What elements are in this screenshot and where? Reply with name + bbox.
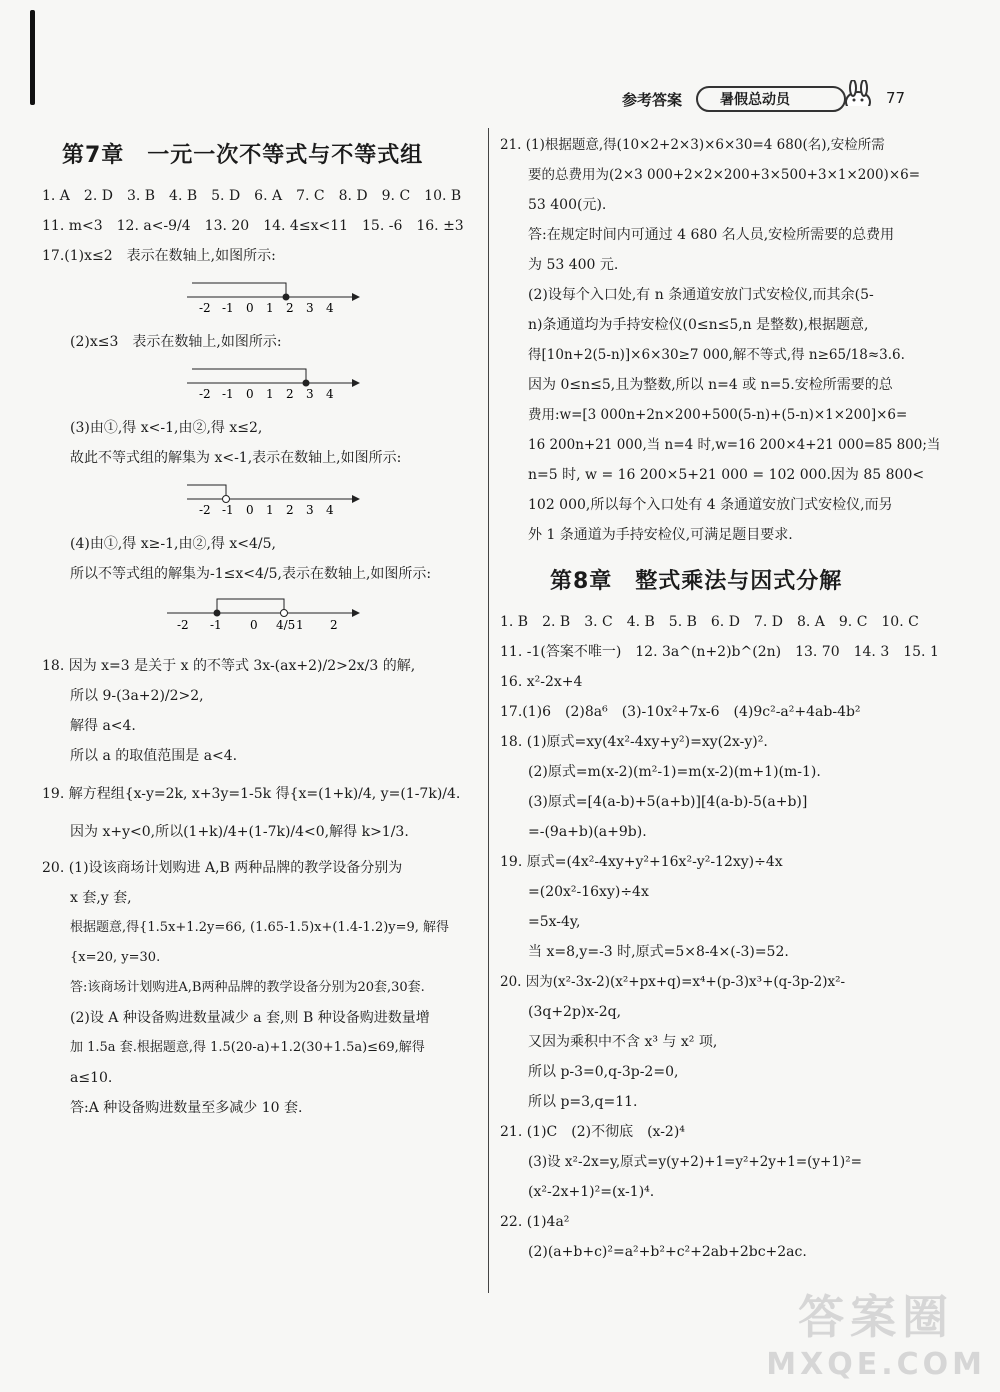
tick-label: 4 bbox=[326, 387, 334, 401]
answer-line: 21. (1)C (2)不彻底 (x-2)⁴ bbox=[500, 1124, 685, 1140]
answer-line: (2)(a+b+c)²=a²+b²+c²+2ab+2bc+2ac. bbox=[528, 1244, 807, 1260]
answer-line: =(20x²-16xy)÷4x bbox=[528, 884, 649, 900]
site-watermark bbox=[766, 1281, 986, 1382]
answer-line: 为 53 400 元. bbox=[528, 257, 619, 273]
answer-line: 所以 a 的取值范围是 a<4. bbox=[70, 748, 238, 764]
chapter-8-title: 第8章 整式乘法与因式分解 bbox=[550, 569, 843, 594]
answer-line: 答:A 种设备购进数量至多减少 10 套. bbox=[70, 1100, 303, 1116]
answer-line: 答:在规定时间内可通过 4 680 名人员,安检所需要的总费用 bbox=[528, 227, 895, 243]
tick-label: 0 bbox=[246, 503, 254, 517]
watermark-sub: MXQE.COM bbox=[766, 1347, 986, 1382]
answer-line: a≤10. bbox=[70, 1070, 113, 1086]
answer-line: (2)x≤3 表示在数轴上,如图所示: bbox=[70, 334, 282, 350]
answer-line: 17.(1)6 (2)8a⁶ (3)-10x²+7x-6 (4)9c²-a²+4ab-4b² bbox=[500, 704, 861, 720]
tick-label: 0 bbox=[246, 387, 254, 401]
reference-label: 参考答案 bbox=[622, 90, 683, 109]
answer-line: 16 200n+21 000,当 n=4 时,w=16 200×4+21 000=85 800;当 bbox=[528, 437, 941, 453]
answer-line: 根据题意,得{1.5x+1.2y=66, (1.65-1.5)x+(1.4-1.2)y=9, 解得{x=20, y=30. bbox=[70, 920, 450, 965]
answer-line: 要的总费用为(2×3 000+2×2×200+3×500+3×1×200)×6= bbox=[528, 167, 921, 183]
answer-line: 19. 原式=(4x²-4xy+y²+16x²-y²-12xy)÷4x bbox=[500, 854, 783, 870]
answer-line: 当 x=8,y=-3 时,原式=5×8-4×(-3)=52. bbox=[528, 944, 789, 960]
answer-line: 1. B 2. B 3. C 4. B 5. B 6. D 7. D 8. A 9. C 10. C bbox=[500, 614, 919, 630]
answer-line: 因为 0≤n≤5,且为整数,所以 n=4 或 n=5.安检所需要的总 bbox=[528, 377, 893, 393]
page-number: 77 bbox=[886, 89, 906, 107]
tick-label: 0 bbox=[250, 618, 258, 632]
answer-line: 17.(1)x≤2 表示在数轴上,如图所示: bbox=[42, 248, 276, 264]
tick-label: 0 bbox=[246, 301, 254, 315]
answer-line: 18. 因为 x=3 是关于 x 的不等式 3x-(ax+2)/2>2x/3 的解, bbox=[42, 658, 416, 674]
tick-label: 2 bbox=[286, 387, 294, 401]
answer-line: 解得 a<4. bbox=[70, 718, 136, 734]
number-line-1 bbox=[182, 275, 478, 319]
answer-line: (2)原式=m(x-2)(m²-1)=m(x-2)(m+1)(m-1). bbox=[528, 764, 821, 780]
answer-line: 所以 p-3=0,q-3p-2=0, bbox=[528, 1064, 679, 1080]
mascot-icon bbox=[838, 80, 878, 106]
column-divider bbox=[488, 128, 489, 1293]
number-line-2 bbox=[182, 361, 478, 405]
answer-line: 得[10n+2(5-n)]×6×30≥7 000,解不等式,得 n≥65/18≈3.6. bbox=[528, 347, 905, 363]
answer-line: 所以 p=3,q=11. bbox=[528, 1094, 638, 1110]
chapter-7-title: 第7章 一元一次不等式与不等式组 bbox=[62, 143, 424, 168]
tick-label: -1 bbox=[222, 301, 234, 315]
watermark-main: 答案圈 bbox=[798, 1290, 955, 1344]
answer-line: 16. x²-2x+4 bbox=[500, 674, 583, 690]
right-column bbox=[500, 130, 941, 1267]
tick-label: -1 bbox=[222, 503, 234, 517]
tick-labels bbox=[199, 301, 334, 315]
answer-line: 19. 解方程组{x-y=2k, x+3y=1-5k 得{x=(1+k)/4, y=(1-7k)/4. bbox=[42, 786, 461, 802]
answer-line: 所以 9-(3a+2)/2>2, bbox=[70, 688, 204, 704]
answer-line: 20. (1)设该商场计划购进 A,B 两种品牌的教学设备分别为 bbox=[42, 860, 403, 876]
tick-label: 4 bbox=[326, 301, 334, 315]
tick-label: 2 bbox=[286, 301, 294, 315]
tick-label: 4/5 bbox=[276, 618, 296, 632]
brand-label: 暑假总动员 bbox=[696, 86, 846, 112]
answer-line: 11. m<3 12. a<-9/4 13. 20 14. 4≤x<11 15. -6 16. ±3 bbox=[42, 218, 464, 234]
tick-label: -2 bbox=[199, 301, 211, 315]
answer-line: 答:该商场计划购进A,B两种品牌的教学设备分别为20套,30套. bbox=[70, 980, 425, 995]
answer-line: 因为 x+y<0,所以(1+k)/4+(1-7k)/4<0,解得 k>1/3. bbox=[70, 824, 409, 840]
answer-line: (4)由①,得 x≥-1,由②,得 x<4/5, bbox=[70, 536, 276, 552]
tick-label: 2 bbox=[286, 503, 294, 517]
answer-line: 11. -1(答案不唯一) 12. 3a^(n+2)b^(2n) 13. 70 14. 3 15. 1 bbox=[500, 644, 939, 660]
answer-line: 加 1.5a 套.根据题意,得 1.5(20-a)+1.2(30+1.5a)≤69,解得 bbox=[70, 1040, 425, 1055]
answer-line: 费用:w=[3 000n+2n×200+500(5-n)+(5-n)×1×200]×6= bbox=[528, 407, 908, 423]
tick-label: 1 bbox=[266, 503, 274, 517]
page-spine bbox=[30, 10, 35, 105]
answer-line: =5x-4y, bbox=[528, 914, 581, 930]
tick-label: -1 bbox=[210, 618, 222, 632]
answer-line: 53 400(元). bbox=[528, 197, 607, 213]
tick-label: 3 bbox=[306, 387, 314, 401]
answer-line: n)条通道均为手持安检仪(0≤n≤5,n 是整数),根据题意, bbox=[528, 317, 869, 333]
answer-line: (3)原式=[4(a-b)+5(a+b)][4(a-b)-5(a+b)] bbox=[528, 794, 808, 810]
tick-label: 1 bbox=[296, 618, 304, 632]
answer-line: (3)由①,得 x<-1,由②,得 x≤2, bbox=[70, 420, 263, 436]
tick-label: 4 bbox=[326, 503, 334, 517]
answer-line: 22. (1)4a² bbox=[500, 1214, 570, 1230]
answer-line: 又因为乘积中不含 x³ 与 x² 项, bbox=[528, 1034, 718, 1050]
number-line-3 bbox=[182, 477, 478, 521]
answer-line: (2)设 A 种设备购进数量减少 a 套,则 B 种设备购进数量增 bbox=[70, 1010, 430, 1026]
answer-line: (x²-2x+1)²=(x-1)⁴. bbox=[528, 1184, 655, 1200]
tick-label: 1 bbox=[266, 301, 274, 315]
answer-line: 20. 因为(x²-3x-2)(x²+px+q)=x⁴+(p-3)x³+(q-3p-2)x²- bbox=[500, 974, 846, 990]
answer-line: 故此不等式组的解集为 x<-1,表示在数轴上,如图所示: bbox=[70, 450, 402, 466]
page-header bbox=[622, 86, 846, 112]
answer-line: 21. (1)根据题意,得(10×2+2×3)×6×30=4 680(名),安检所需 bbox=[500, 137, 885, 153]
answer-line: (2)设每个入口处,有 n 条通道安放门式安检仪,而其余(5- bbox=[528, 287, 874, 303]
answer-line: 18. (1)原式=xy(4x²-4xy+y²)=xy(2x-y)². bbox=[500, 734, 768, 750]
tick-label: -2 bbox=[199, 387, 211, 401]
tick-label: -1 bbox=[222, 387, 234, 401]
tick-label: 2 bbox=[330, 618, 338, 632]
answer-line: 102 000,所以每个入口处有 4 条通道安放门式安检仪,而另 bbox=[528, 497, 893, 513]
answer-line: 所以不等式组的解集为-1≤x<4/5,表示在数轴上,如图所示: bbox=[70, 566, 432, 582]
number-line-4 bbox=[162, 593, 478, 643]
answer-line: (3)设 x²-2x=y,原式=y(y+2)+1=y²+2y+1=(y+1)²= bbox=[528, 1154, 862, 1170]
tick-label: 1 bbox=[266, 387, 274, 401]
answer-line: (3q+2p)x-2q, bbox=[528, 1004, 622, 1020]
answer-line: 外 1 条通道为手持安检仪,可满足题目要求. bbox=[528, 527, 793, 543]
tick-label: -2 bbox=[199, 503, 211, 517]
answer-line: 1. A 2. D 3. B 4. B 5. D 6. A 7. C 8. D 9. C 10. B bbox=[42, 188, 462, 204]
tick-label: 3 bbox=[306, 301, 314, 315]
answer-line: x 套,y 套, bbox=[70, 890, 132, 906]
tick-label: -2 bbox=[177, 618, 189, 632]
tick-label: 3 bbox=[306, 503, 314, 517]
left-column bbox=[42, 130, 478, 1123]
answer-line: n=5 时, w = 16 200×5+21 000 = 102 000.因为 85 800< bbox=[528, 467, 925, 483]
answer-line: =-(9a+b)(a+9b). bbox=[528, 824, 647, 840]
